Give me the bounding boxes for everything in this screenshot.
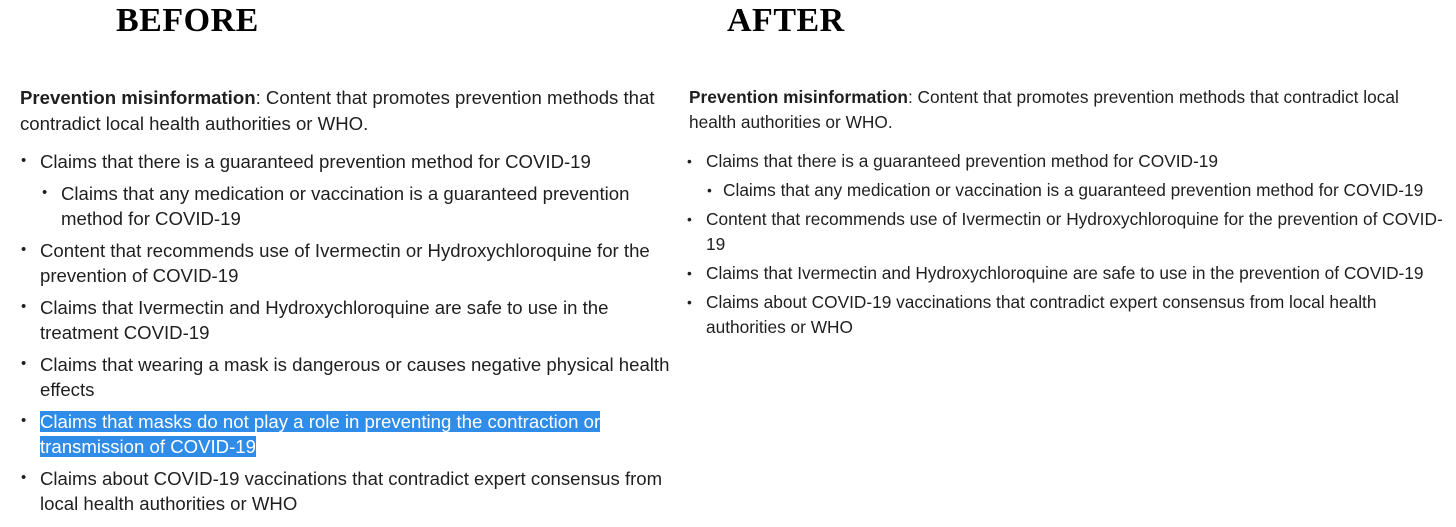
bullet-text: Claims that Ivermectin and Hydroxychloroquine are safe to use in the prevention of COVID-19 [706,263,1424,283]
after-policy-text [689,85,1449,344]
before-bullet-list [20,149,685,517]
highlighted-bullet-text[interactable]: Claims that masks do not play a role in preventing the contraction or transmission of COVID-19 [40,410,601,457]
before-policy-text [20,85,685,523]
list-item [40,149,685,232]
list-item [40,352,685,403]
list-item [723,178,1449,203]
before-intro-term: Prevention misinformation [20,87,256,108]
after-intro-definition: : Content that promotes prevention methods that contradict local health authorities or WHO. [689,87,1399,132]
list-item [61,181,685,232]
list-item [706,207,1449,257]
before-sub-list [40,181,685,232]
list-item [40,466,685,517]
list-item [40,295,685,346]
before-intro [20,85,685,136]
before-heading: BEFORE [116,2,259,39]
bullet-text: Claims that any medication or vaccination is a guaranteed prevention method for COVID-19 [723,180,1424,200]
bullet-text: Claims about COVID-19 vaccinations that contradict expert consensus from local health authorities or WHO [706,292,1377,337]
list-item [40,409,685,460]
list-item [706,290,1449,340]
list-item [706,261,1449,286]
list-item [706,149,1449,203]
bullet-text: Content that recommends use of Ivermectin or Hydroxychloroquine for the prevention of COVID-19 [706,209,1443,254]
bullet-text: Claims that wearing a mask is dangerous or causes negative physical health effects [40,353,670,400]
bullet-text: Content that recommends use of Ivermectin or Hydroxychloroquine for the prevention of COVID-19 [40,239,650,286]
after-bullet-list [689,149,1449,340]
bullet-text: Claims about COVID-19 vaccinations that contradict expert consensus from local health authorities or WHO [40,467,663,514]
bullet-text: Claims that any medication or vaccination is a guaranteed prevention method for COVID-19 [61,182,630,229]
bullet-text: Claims that there is a guaranteed prevention method for COVID-19 [40,151,591,172]
bullet-text: Claims that Ivermectin and Hydroxychloroquine are safe to use in the treatment COVID-19 [40,296,609,343]
after-sub-list [706,178,1449,203]
list-item [40,238,685,289]
after-heading: AFTER [727,2,845,39]
after-intro [689,85,1449,135]
before-intro-definition: : Content that promotes prevention methods that contradict local health authorities or WHO. [20,87,655,134]
bullet-text: Claims that there is a guaranteed prevention method for COVID-19 [706,151,1218,171]
after-intro-term: Prevention misinformation [689,87,908,107]
